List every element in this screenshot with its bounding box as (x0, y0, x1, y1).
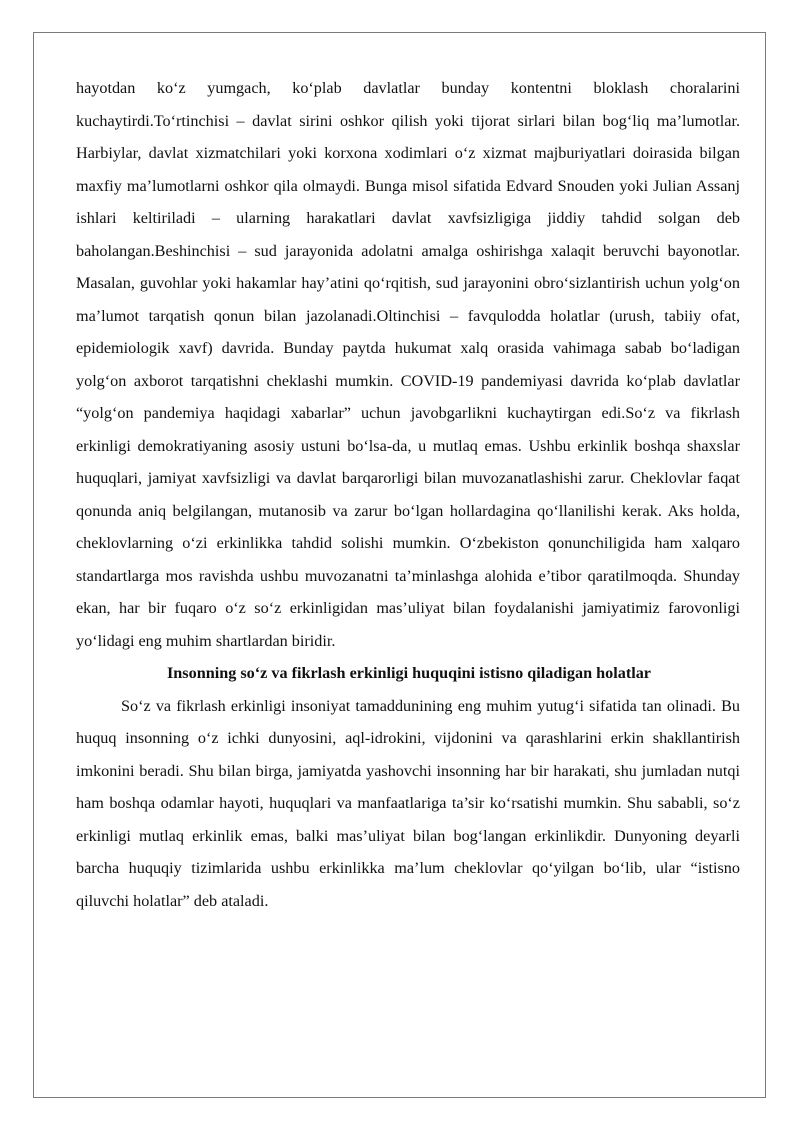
body-paragraph-1: hayotdan ko‘z yumgach, ko‘plab davlatlar bunday kontentni bloklash choralarini kuchaytirdi.To‘rtinchisi – davlat sirini oshkor qilish yoki tijorat sirlari bilan bog‘liq ma’lumotlar. Harbiylar, davlat xizmatchilari yoki korxona xodimlari o‘z xizmat majburiyatlari doirasida bilgan maxfiy ma’lumotlarni oshkor qila olmaydi. Bunga misol sifatida Edvard Snouden yoki Julian Assanj ishlari keltiriladi – ularning harakatlari davlat xavfsizligiga jiddiy tahdid solgan deb baholangan.Beshinchisi – sud jarayonida adolatni amalga oshirishga xalaqit beruvchi bayonotlar. Masalan, guvohlar yoki hakamlar hay’atini qo‘rqitish, sud jarayonini obro‘sizlantirish uchun yolg‘on ma’lumot tarqatish qonun bilan jazolanadi.Oltinchisi – favqulodda holatlar (urush, tabiiy ofat, epidemiologik xavf) davrida. Bunday paytda hukumat xalq orasida vahimaga sabab bo‘ladigan yolg‘on axborot tarqatishni cheklashi mumkin. COVID-19 pandemiyasi davrida ko‘plab davlatlar “yolg‘on pandemiya haqidagi xabarlar” uchun javobgarlikni kuchaytirgan edi.So‘z va fikrlash erkinligi demokratiyaning asosiy ustuni bo‘lsa-da, u mutlaq emas. Ushbu erkinlik boshqa shaxslar huquqlari, jamiyat xavfsizligi va davlat barqarorligi bilan muvozanatlashishi zarur. Cheklovlar faqat qonunda aniq belgilangan, mutanosib va zarur bo‘lgan hollardagina qo‘llanilishi kerak. Aks holda, cheklovlarning o‘zi erkinlikka tahdid solishi mumkin. O‘zbekiston qonunchiligida ham xalqaro standartlarga mos ravishda ushbu muvozanatni ta’minlashga alohida e’tibor qaratilmoqda. Shunday ekan, har bir fuqaro o‘z so‘z erkinligidan mas’uliyat bilan foydalanishi jamiyatimiz farovonligi yo‘lidagi eng muhim shartlardan biridir. (76, 79, 740, 650)
body-paragraph-2: So‘z va fikrlash erkinligi insoniyat tamaddunining eng muhim yutug‘i sifatida tan olinadi. Bu huquq insonning o‘z ichki dunyosini, aql-idrokini, vijdonini va qarashlarini erkin shakllantirish imkonini beradi. Shu bilan birga, jamiyatda yashovchi insonning har bir harakati, shu jumladan nutqi ham boshqa odamlar hayoti, huquqlari va manfaatlariga ta’sir ko‘rsatishi mumkin. Shu sababli, so‘z erkinligi mutlaq erkinlik emas, balki mas’uliyat bilan bog‘langan erkinlikdir. Dunyoning deyarli barcha huquqiy tizimlarida ushbu erkinlikka ma’lum cheklovlar qo‘yilgan bo‘lib, ular “istisno qiluvchi holatlar” deb ataladi. (76, 696, 740, 910)
document-body (76, 72, 740, 917)
section-heading: Insonning so‘z va fikrlash erkinligi huquqini istisno qiladigan holatlar (167, 664, 651, 682)
